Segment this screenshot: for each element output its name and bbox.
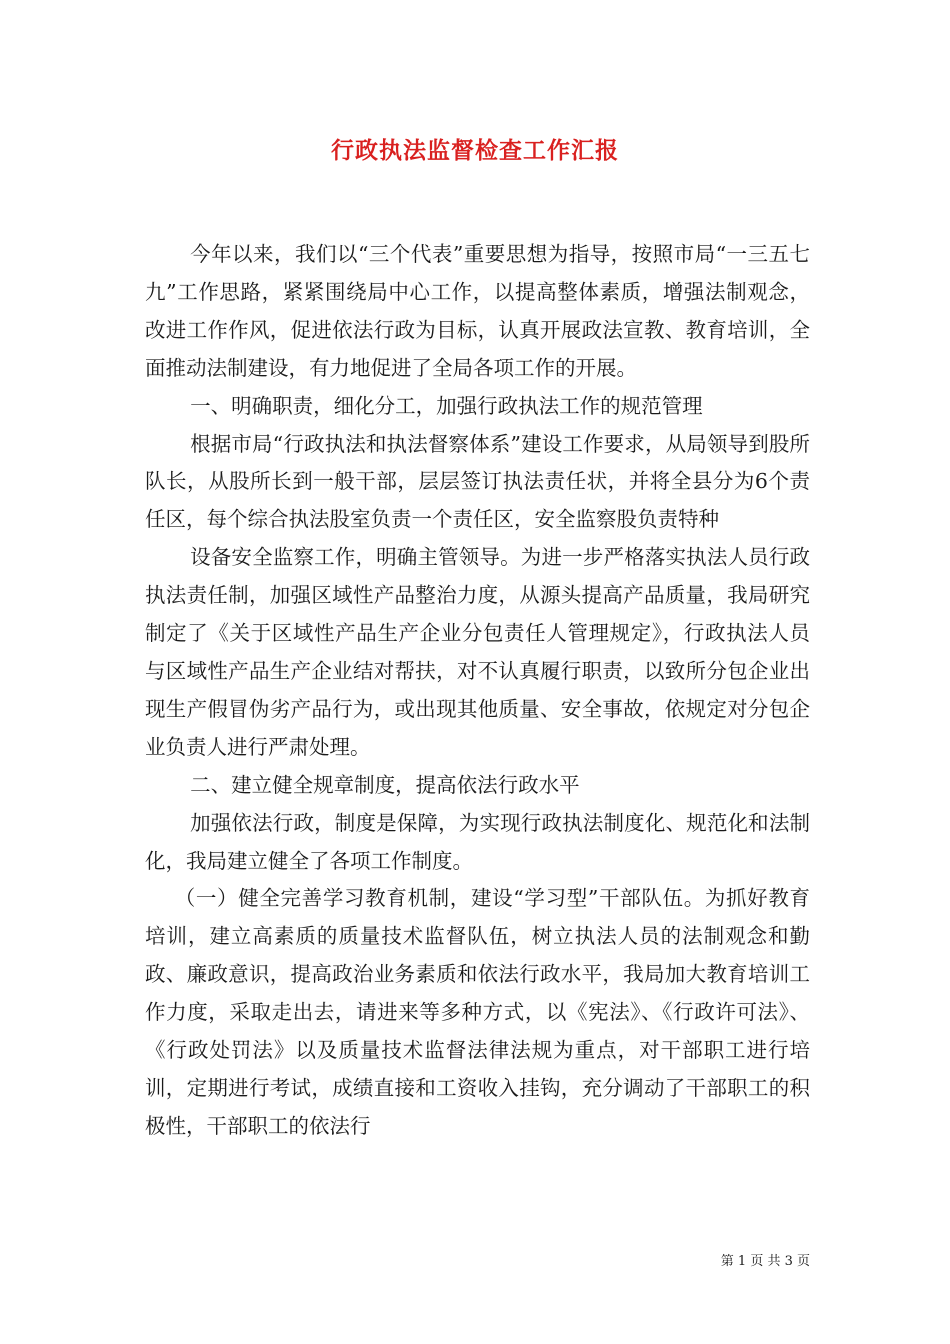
document-title: 行政执法监督检查工作汇报 [331,137,619,164]
section-heading-1: 一、明确职责，细化分工，加强行政执法工作的规范管理 [190,393,703,418]
document-body [145,236,810,1146]
paragraph-responsibility: 根据市局“行政执法和执法督察体系”建设工作要求，从局领导到股所队长，从股所长到一般干部，层层签订执法责任状，并将全县分为6个责任区，每个综合执法股室负责一个责任区，安全监察股负责特种 [145,431,810,532]
paragraph-supervision: 设备安全监察工作，明确主管领导。为进一步严格落实执法人员行政执法责任制，加强区域性产品整治力度，从源头提高产品质量，我局研究制定了《关于区域性产品生产企业分包责任人管理规定》，行政执法人员与区域性产品生产企业结对帮扶，对不认真履行职责，以致所分包企业出现生产假冒伪劣产品行为，或出现其他质量、安全事故，依规定对分包企业负责人进行严肃处理。 [145,545,810,759]
page-number-footer [670,1250,810,1269]
paragraph-intro: 今年以来，我们以“三个代表”重要思想为指导，按照市局“一三五七九”工作思路，紧紧围绕局中心工作，以提高整体素质，增强法制观念，改进工作作风，促进依法行政为目标，认真开展政法宣教、教育培训，全面推动法制建设，有力地促进了全局各项工作的开展。 [145,242,810,380]
paragraph-training: （一）健全完善学习教育机制，建设“学习型”干部队伍。为抓好教育培训，建立高素质的质量技术监督队伍，树立执法人员的法制观念和勤政、廉政意识，提高政治业务素质和依法行政水平，我局加大教育培训工作力度，采取走出去，请进来等多种方式，以《宪法》、《行政许可法》、《行政处罚法》以及质量技术监督法律法规为重点，对干部职工进行培训，定期进行考试，成绩直接和工资收入挂钩，充分调动了干部职工的积极性，干部职工的依法行 [145,886,810,1138]
section-heading-2: 二、建立健全规章制度，提高依法行政水平 [190,772,580,797]
paragraph-rules: 加强依法行政，制度是保障，为实现行政执法制度化、规范化和法制化，我局建立健全了各项工作制度。 [145,810,810,873]
page-number-label: 第 1 页 共 3 页 [720,1254,810,1269]
